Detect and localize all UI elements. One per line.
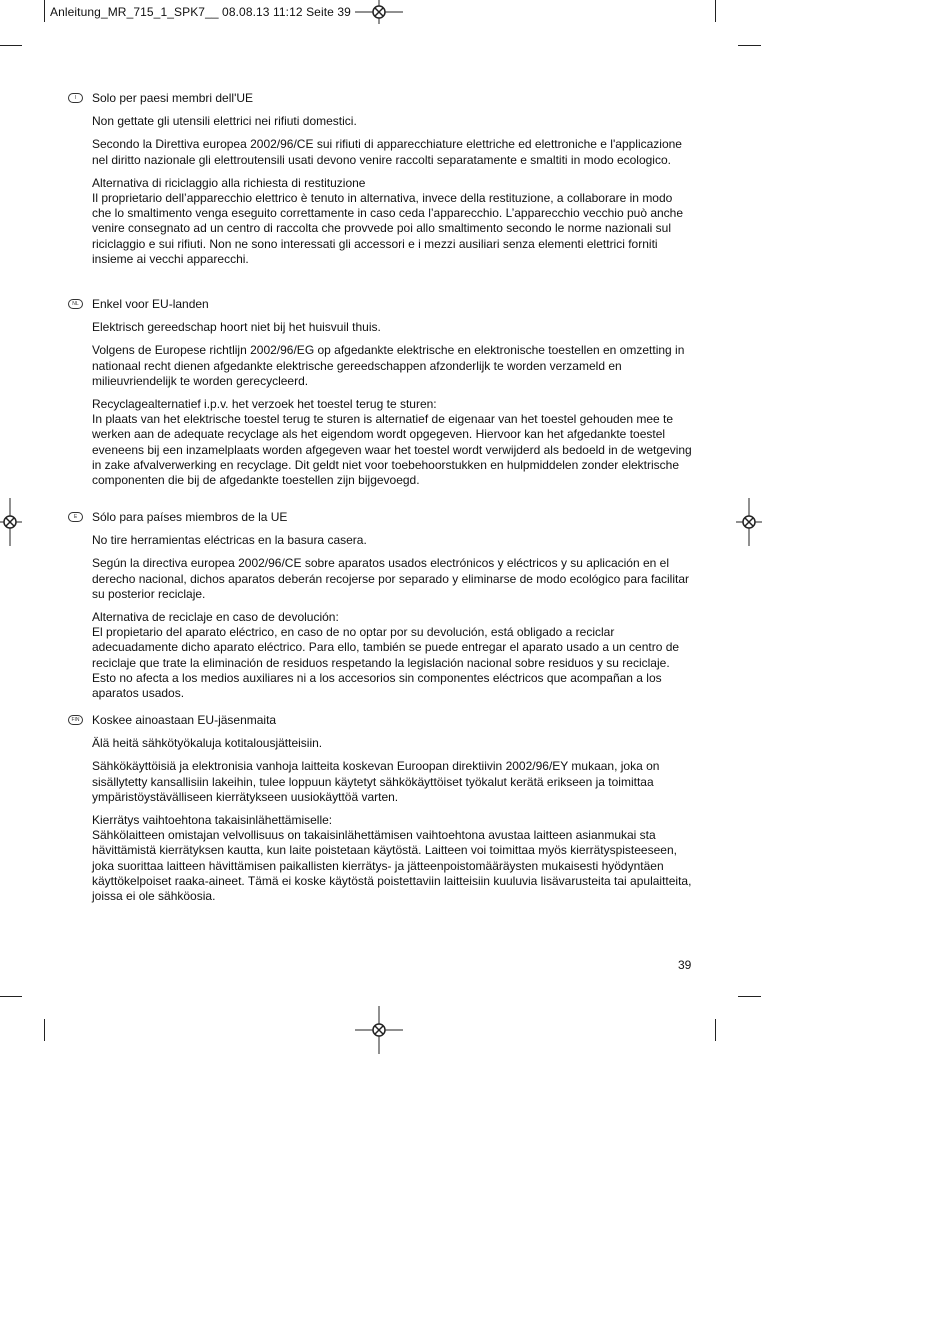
section-heading: Enkel voor EU-landen	[92, 297, 209, 311]
section-italian	[74, 91, 692, 275]
print-slug: Anleitung_MR_715_1_SPK7__ 08.08.13 11:12 Seite 39	[50, 5, 351, 19]
paragraph-title: Alternativa di riciclaggio alla richiesta di restituzione	[92, 175, 366, 190]
paragraph: El propietario del aparato eléctrico, en caso de no optar por su devolución, está obligado a reciclar adecuadamente dicho aparato eléctrico. Para ello, también se puede entregar el aparato usado a un centro de reciclaje que trate la eliminación de residuos respetando la legislación nacional sobre residuos y su reciclaje. Esto no afecta a los medios auxiliares ni a los accesorios sin componentes eléctricos que acompañan a los aparatos usados.	[92, 625, 680, 701]
paragraph-title: Kierrätys vaihtoehtona takaisinlähettämiselle:	[92, 813, 333, 828]
crop-mark	[738, 996, 761, 997]
paragraph: No tire herramientas eléctricas en la basura casera.	[92, 533, 367, 548]
registration-mark-icon	[355, 0, 403, 24]
country-code-badge: E	[68, 512, 83, 522]
paragraph: Sähkökäyttöisiä ja elektronisia vanhoja laitteita koskevan Euroopan direktiivin 2002/96/EY mukaan, joka on sisällytetty kansallisiin lakeihin, tulee loppuun käytetyt sähkökäyttöiset työkalut kerätä erikseen ja toimittaa ympäristöystävälliseen kierrätykseen uusiokäyttöä varten.	[92, 759, 660, 804]
paragraph: In plaats van het elektrische toestel terug te sturen is alternatief de eigenaar van het toestel gehouden mee te werken aan de adequate recyclage als het eigendom wordt opgegeven. Hiervoor kan het afgedankte toestel eveneens bij een inzamelplaats worden afgegeven waar het toestel wordt verwijderd als bedoeld in de wetgeving in zake afvalverwerking en recyclage. Dit geldt niet voor toebehoorstukken en hulpmiddelen zonder elektrische componenten die bij de afgedankte toestellen zijn bijgevoegd.	[92, 412, 692, 488]
paragraph	[92, 397, 692, 412]
paragraph: Elektrisch gereedschap hoort niet bij het huisvuil thuis.	[92, 320, 381, 335]
section-heading: Solo per paesi membri dell'UE	[92, 91, 254, 105]
paragraph: Non gettate gli utensili elettrici nei rifiuti domestici.	[92, 114, 357, 129]
crop-mark	[715, 0, 716, 22]
registration-mark-icon	[355, 1006, 403, 1054]
registration-mark-icon	[736, 498, 762, 546]
paragraph	[92, 176, 692, 191]
section-finnish	[71, 713, 692, 912]
section-spanish	[73, 510, 692, 709]
page-number: 39	[678, 958, 692, 972]
country-code-badge: FIN	[68, 715, 83, 725]
crop-mark	[0, 996, 22, 997]
country-code-badge: I	[68, 93, 83, 103]
crop-mark	[44, 1019, 45, 1041]
country-code-badge: NL	[68, 299, 83, 309]
section-heading: Sólo para países miembros de la UE	[92, 510, 288, 524]
paragraph: Volgens de Europese richtlijn 2002/96/EG op afgedankte elektrische en elektronische toestellen en omzetting in nationaal recht dienen afgedankte elektrische gereedschappen afzonderlijk te worden verzameld en milieuvriendelijk te worden gerecycleerd.	[92, 343, 685, 388]
crop-mark	[738, 45, 761, 46]
paragraph	[92, 610, 692, 625]
paragraph-title: Recyclagealternatief i.p.v. het verzoek het toestel terug te sturen:	[92, 397, 437, 412]
paragraph	[92, 813, 692, 828]
registration-mark-icon	[0, 498, 22, 546]
section-heading: Koskee ainoastaan EU-jäsenmaita	[92, 713, 277, 727]
paragraph: Según la directiva europea 2002/96/CE sobre aparatos usados electrónicos y eléctricos y su aplicación en el derecho nacional, dichos aparatos deberán recojerse por separado y eliminarse de modo ecológico para facilitar su posterior reciclaje.	[92, 556, 690, 601]
paragraph-title: Alternativa de reciclaje en caso de devolución:	[92, 610, 339, 625]
crop-mark	[44, 0, 45, 22]
paragraph: Il proprietario dell’apparecchio elettrico è tenuto in alternativa, invece della restituzione, a collaborare in modo che lo smaltimento venga eseguito correttamente in caso ceda l’apparecchio. L’apparecchio vecchio può anche venire consegnato ad un centro di raccolta che provvede poi allo smaltimento secondo le norme nazionali sul riciclaggio e sui rifiuti. Non ne sono interessati gli accessori e i mezzi ausiliari senza elementi elettrici forniti insieme ai vecchi apparecchi.	[92, 191, 684, 266]
crop-mark	[715, 1019, 716, 1041]
section-dutch	[72, 297, 692, 496]
paragraph: Secondo la Direttiva europea 2002/96/CE sui rifiuti di apparecchiature elettriche ed elettroniche e l'applicazione nel diritto nazionale gli elettroutensili usati devono venire raccolti separatamente e smaltiti in modo ecologico.	[92, 137, 682, 167]
paragraph: Sähkölaitteen omistajan velvollisuus on takaisinlähettämisen vaihtoehtona avustaa laitteen asianmukai sta hävittämistä kierrätyksen kautta, kun laite poistetaan käytöstä. Laitteen voi toimittaa myös kierrätyspisteeseen, joka suorittaa laitteen hävittämisen paikallisten kierrätys- ja jätteenpoistomääräysten mukaisesti hyödyntäen käyttökelpoiset raaka-aineet. Tämä ei koske käytöstä poistettaviin laitteisiin kuuluvia lisävarusteita tai apulaitteita, joissa ei ole sähköosia.	[92, 828, 692, 904]
paragraph: Älä heitä sähkötyökaluja kotitalousjätteisiin.	[92, 736, 323, 751]
crop-mark	[0, 45, 22, 46]
